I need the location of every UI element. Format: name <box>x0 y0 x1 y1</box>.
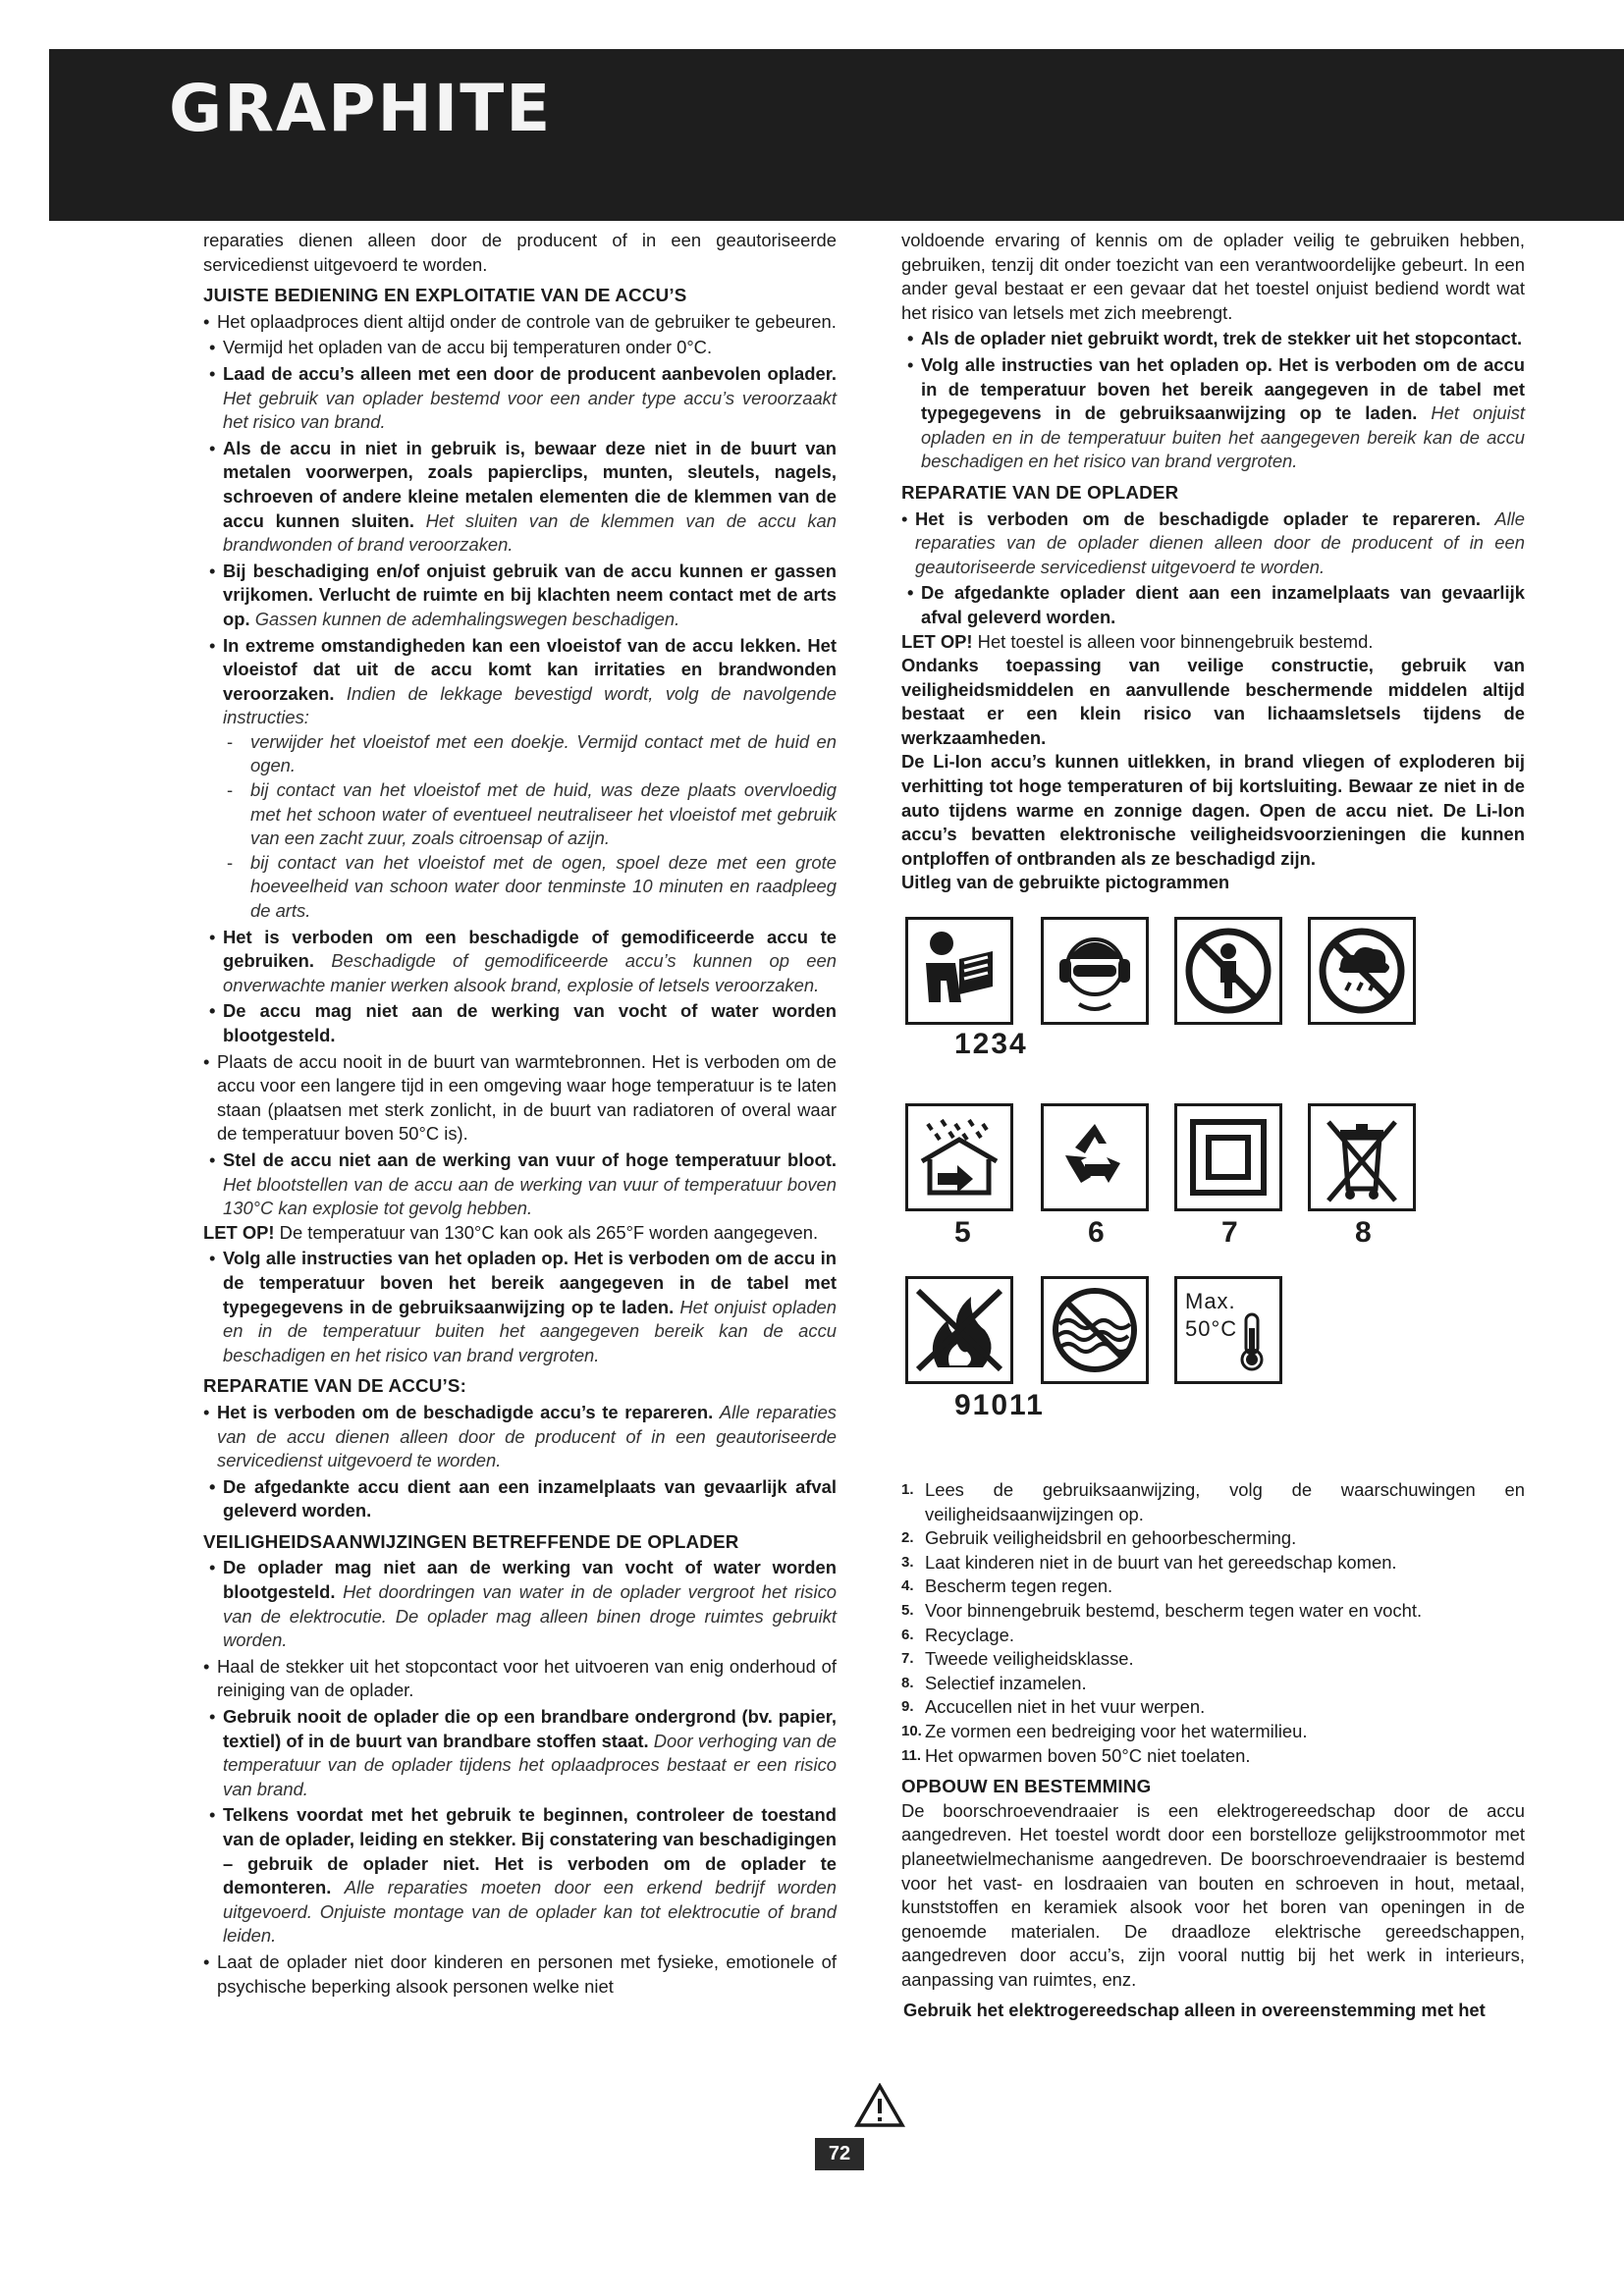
bold-text: Het is verboden om de beschadigde oplader te repareren. <box>915 507 1482 529</box>
italic-text: Alle reparaties moeten door een erkend bedrijf worden uitgevoerd. Onjuiste montage van de oplader kan tot elektrocutie of brand leiden. <box>223 1877 837 1947</box>
list-item: • Laat de oplader niet door kinderen en personen met fysieke, emotionele of psychische beperking alsook personen welke niet <box>203 1950 837 1999</box>
list-item <box>203 437 837 558</box>
bold-text: Volg alle instructies van het opladen op. Het is verboden om de accu in de temperatuur boven het bereik aangegeven in de tabel met typegegevens in de gebruiksaanwijzing op te laden. <box>921 353 1525 424</box>
bold-text: Bij beschadiging en/of onjuist gebruik van de accu kunnen er gassen vrijkomen. Verlucht de ruimte en bij klachten neem contact met de arts op. <box>223 560 837 629</box>
list-item: • De afgedankte oplader dient aan een inzamelplaats van gevaarlijk afval geleverd worden. <box>901 581 1525 629</box>
recycling-icon <box>1041 1103 1149 1211</box>
pictogram-label: 91011 <box>954 1389 1045 1422</box>
pictogram-caption: Uitleg van de gebruikte pictogrammen <box>901 872 1230 893</box>
pictogram-label: 1234 <box>954 1028 1028 1061</box>
section-heading: REPARATIE VAN DE OPLADER <box>901 481 1179 503</box>
legend-item: 9. Accucellen niet in het vuur werpen. <box>901 1696 1206 1718</box>
thermometer-icon <box>1177 1279 1279 1381</box>
pictogram-label: 5 <box>954 1216 973 1250</box>
warning-triangle-icon <box>854 2083 905 2128</box>
dash-item: - bij contact van het vloeistof met de ogen, spoel deze met een grote hoeveelheid van schoon water door tenminste 10 minuten en raadpleeg de arts. <box>203 851 837 924</box>
legend-item: 10. Ze vormen een bedreiging voor het watermilieu. <box>901 1720 1308 1741</box>
legend-item: 3. Laat kinderen niet in de buurt van het gereedschap komen. <box>901 1551 1397 1573</box>
list-item <box>203 560 837 632</box>
no-fire-icon <box>905 1276 1013 1384</box>
list-item: • Vermijd het opladen van de accu bij temperaturen onder 0°C. <box>203 336 837 360</box>
safety-glasses-ear-protection-icon <box>1041 917 1149 1025</box>
list-item: • De accu mag niet aan de werking van vocht of water worden blootgesteld. <box>203 999 837 1047</box>
pictogram-legend <box>901 1478 1525 1768</box>
water-hazard-icon <box>1041 1276 1149 1384</box>
section-heading: OPBOUW EN BESTEMMING <box>901 1776 1152 1797</box>
italic-text: Gassen kunnen de ademhalingswegen beschadigen. <box>254 608 680 629</box>
legend-item: 7. Tweede veiligheidsklasse. <box>901 1648 1134 1670</box>
legend-item: 4. Bescherm tegen regen. <box>901 1575 1113 1597</box>
list-item <box>203 926 837 998</box>
list-item <box>203 634 837 730</box>
list-item: • De afgedankte accu dient aan een inzamelplaats van gevaarlijk afval geleverd worden. <box>203 1475 837 1523</box>
legend-item: 1. Lees de gebruiksaanwijzing, volg de waarschuwingen en veiligheidsaanwijzingen op. <box>901 1479 1525 1524</box>
pictogram-label: 8 <box>1355 1216 1374 1250</box>
note <box>203 1221 837 1246</box>
dash-item: - bij contact van het vloeistof met de huid, was deze plaats overvloedig met het schoon water of eventueel neutraliseer het vloeistof met gebruik van een zacht zuur, zoals citroensap of azijn. <box>203 778 837 851</box>
italic-text: Het doordringen van water in de oplader vergroot het risico van de elektrocutie. De oplader mag alleen binen droge ruimtes gebruikt worden. <box>223 1581 837 1651</box>
legend-item: 6. Recyclage. <box>901 1624 1014 1645</box>
list-item: • Plaats de accu nooit in de buurt van warmtebronnen. Het is verboden om de accu voor een langere tijd in een omgeving waar hoge temperatuur is te laten staan (plaatsen met sterk zonlicht, in de buurt van radiatoren of overal waar de temperatuur boven 50°C is). <box>203 1050 837 1147</box>
no-children-icon <box>1174 917 1282 1025</box>
bold-text: Het is verboden om een beschadigde of gemodificeerde accu te gebruiken. <box>223 926 837 972</box>
list-item <box>203 1705 837 1801</box>
section-heading: VEILIGHEIDSAANWIJZINGEN BETREFFENDE DE OPLADER <box>203 1530 739 1552</box>
max-label: Max. <box>1185 1289 1236 1314</box>
bold-paragraph: Ondanks toepassing van veilige constructie, gebruik van veiligheidsmiddelen en aanvullende beschermende middelen altijd bestaat er een klein risico van lichaamsletsels tijdens de werkzaamheden. <box>901 655 1525 748</box>
bold-text: Als de accu in niet in gebruik is, bewaar deze niet in de buurt van metalen voorwerpen, zoals papierclips, munten, sleutels, nagels, schroeven of andere kleine metalen elementen die de klemmen van de accu kunnen sluiten. <box>223 437 837 531</box>
legend-item: 5. Voor binnengebruik bestemd, bescherm tegen water en vocht. <box>901 1600 1423 1621</box>
bold-text: Stel de accu niet aan de werking van vuur of hoge temperatuur bloot. <box>223 1148 837 1170</box>
note-label: LET OP! <box>901 630 973 652</box>
italic-text: Door verhoging van de temperatuur van de oplader tijdens het oplaadproces bestaat er een risico van brand. <box>223 1730 837 1799</box>
pictogram-label: 7 <box>1221 1216 1240 1250</box>
pictogram-label: 6 <box>1088 1216 1107 1250</box>
bold-paragraph: De Li-Ion accu’s kunnen uitlekken, in brand vliegen of exploderen bij verhitting tot hoge temperaturen of bij kortsluiting. Bewaar ze niet in de auto tijdens warme en zonnige dagen. Open de accu niet. De Li-Ion accu’s bevatten elektronische veiligheidsvoorzieningen die kunnen ontploffen of ontbranden als ze beschadigd zijn. <box>901 751 1525 869</box>
italic-text: Het blootstellen van de accu aan de werking van vuur of temperatuur boven 130°C kan explosie tot gevolg hebben. <box>223 1173 837 1219</box>
bold-text: De oplader mag niet aan de werking van vocht of water worden blootgesteld. <box>223 1557 837 1603</box>
bold-text: Volg alle instructies van het opladen op. Het is verboden om de accu in de temperatuur boven het bereik aangegeven in de tabel met typegegevens in de gebruiksaanwijzing op te laden. <box>223 1248 837 1317</box>
section-heading: REPARATIE VAN DE ACCU’S: <box>203 1375 467 1397</box>
legend-item: 11. Het opwarmen boven 50°C niet toelaten. <box>901 1744 1251 1766</box>
paragraph: voldoende ervaring of kennis om de oplader veilig te gebruiken hebben, gebruiken, tenzij dit onder toezicht van een verantwoordelijke gebeurt. In een ander geval bestaat er een gevaar dat het toestel onjuist bediend wordt wat het risico van letsels met zich meebrengt. <box>901 230 1525 323</box>
italic-text: Indien de lekkage bevestigd wordt, volg de navolgende instructies: <box>223 682 837 728</box>
list-item: • Het oplaadproces dient altijd onder de controle van de gebruiker te gebeuren. <box>203 310 837 335</box>
list-item <box>203 1803 837 1949</box>
warning-text: Gebruik het elektrogereedschap alleen in overeenstemming met het <box>903 1999 1486 2020</box>
read-manual-icon <box>905 917 1013 1025</box>
italic-text: Alle reparaties van de oplader dienen alleen door de producent of in een geautoriseerde servicedienst uitgevoerd te worden. <box>915 507 1525 577</box>
crossed-bin-icon <box>1308 1103 1416 1211</box>
list-item <box>901 507 1525 580</box>
italic-text: Alle reparaties van de accu dienen alleen door de producent of in een geautoriseerde servicedienst uitgevoerd te worden. <box>217 1401 837 1471</box>
bold-text: Laad de accu’s alleen met een door de producent aanbevolen oplader. <box>223 362 837 384</box>
list-item <box>203 362 837 435</box>
legend-item: 8. Selectief inzamelen. <box>901 1672 1087 1693</box>
list-item <box>203 1247 837 1367</box>
page-number: 72 <box>815 2138 864 2170</box>
list-item <box>901 353 1525 474</box>
note-label: LET OP! <box>203 1221 275 1243</box>
intro-text: reparaties dienen alleen door de producent of in een geautoriseerde servicedienst uitgevoerd te worden. <box>203 230 837 275</box>
indoor-use-icon <box>905 1103 1013 1211</box>
italic-text: Beschadigde of gemodificeerde accu’s kunnen op een onverwachte manier werken alsook brand, explosie of letsels veroorzaken. <box>223 950 837 995</box>
list-item <box>203 1148 837 1221</box>
list-item <box>203 1401 837 1473</box>
list-item: • Haal de stekker uit het stopcontact voor het uitvoeren van enig onderhoud of reiniging van de oplader. <box>203 1655 837 1703</box>
class-two-insulation-icon <box>1174 1103 1282 1211</box>
italic-text: Het onjuist opladen en in de temperatuur buiten het aangegeven bereik kan de accu beschadigen en het risico van brand vergroten. <box>223 1296 837 1365</box>
bold-text: Het is verboden om de beschadigde accu’s te repareren. <box>217 1401 714 1422</box>
brand-logo: GRAPHITE <box>169 71 553 146</box>
right-column <box>901 229 1525 2022</box>
italic-text: Het onjuist opladen en in de temperatuur buiten het aangegeven bereik kan de accu beschadigen en het risico van brand vergroten. <box>921 402 1525 472</box>
dash-item: - verwijder het vloeistof met een doekje. Vermijd contact met de huid en ogen. <box>203 730 837 778</box>
bold-text: Telkens voordat met het gebruik te beginnen, controleer de toestand van de oplader, leiding en stekker. Bij constatering van beschadigingen – gebruik de oplader niet. Het is verboden om de oplader te demonteren. <box>223 1804 837 1898</box>
left-column <box>203 229 837 1999</box>
section-heading: JUISTE BEDIENING EN EXPLOITATIE VAN DE ACCU’S <box>203 285 687 306</box>
no-rain-icon <box>1308 917 1416 1025</box>
legend-item: 2. Gebruik veiligheidsbril en gehoorbescherming. <box>901 1527 1297 1549</box>
bold-text: In extreme omstandigheden kan een vloeistof van de accu lekken. Het vloeistof dat uit de accu komt kan irritaties en brandwonden veroorzaken. <box>223 634 837 704</box>
paragraph: De boorschroevendraaier is een elektrogereedschap door de accu aangedreven. Het toestel wordt door een borstelloze gelijkstroommotor met planeetwielmechanisme aangedreven. De boorschroevendraaier is bestemd voor het vast- en losdraaien van bouten en schroeven in hout, metaal, kunststoffen en keramiek alsook voor het boren van openingen in de genoemde materialen. De draadloze elektrische gereedschappen, aangedreven door accu’s, zijn vooral nuttig bij het werk in interieurs, aanpassing van ruimtes, enz. <box>901 1799 1525 1990</box>
note-text: De temperatuur van 130°C kan ook als 265°F worden aangegeven. <box>279 1221 819 1243</box>
pictogram-grid <box>901 909 1525 1478</box>
max-temperature-icon <box>1174 1276 1282 1384</box>
italic-text: Het gebruik van oplader bestemd voor een ander type accu’s veroorzaakt het risico van brand. <box>223 387 837 433</box>
note <box>901 630 1525 655</box>
max-temp: 50°C <box>1185 1316 1238 1342</box>
list-item: • Als de oplader niet gebruikt wordt, trek de stekker uit het stopcontact. <box>901 327 1525 351</box>
list-item <box>203 1556 837 1652</box>
note-text: Het toestel is alleen voor binnengebruik bestemd. <box>977 630 1374 652</box>
italic-text: Het sluiten van de klemmen van de accu kan brandwonden of brand veroorzaken. <box>223 509 837 556</box>
bold-text: Gebruik nooit de oplader die op een brandbare ondergrond (bv. papier, textiel) of in de buurt van brandbare stoffen staat. <box>223 1706 837 1751</box>
